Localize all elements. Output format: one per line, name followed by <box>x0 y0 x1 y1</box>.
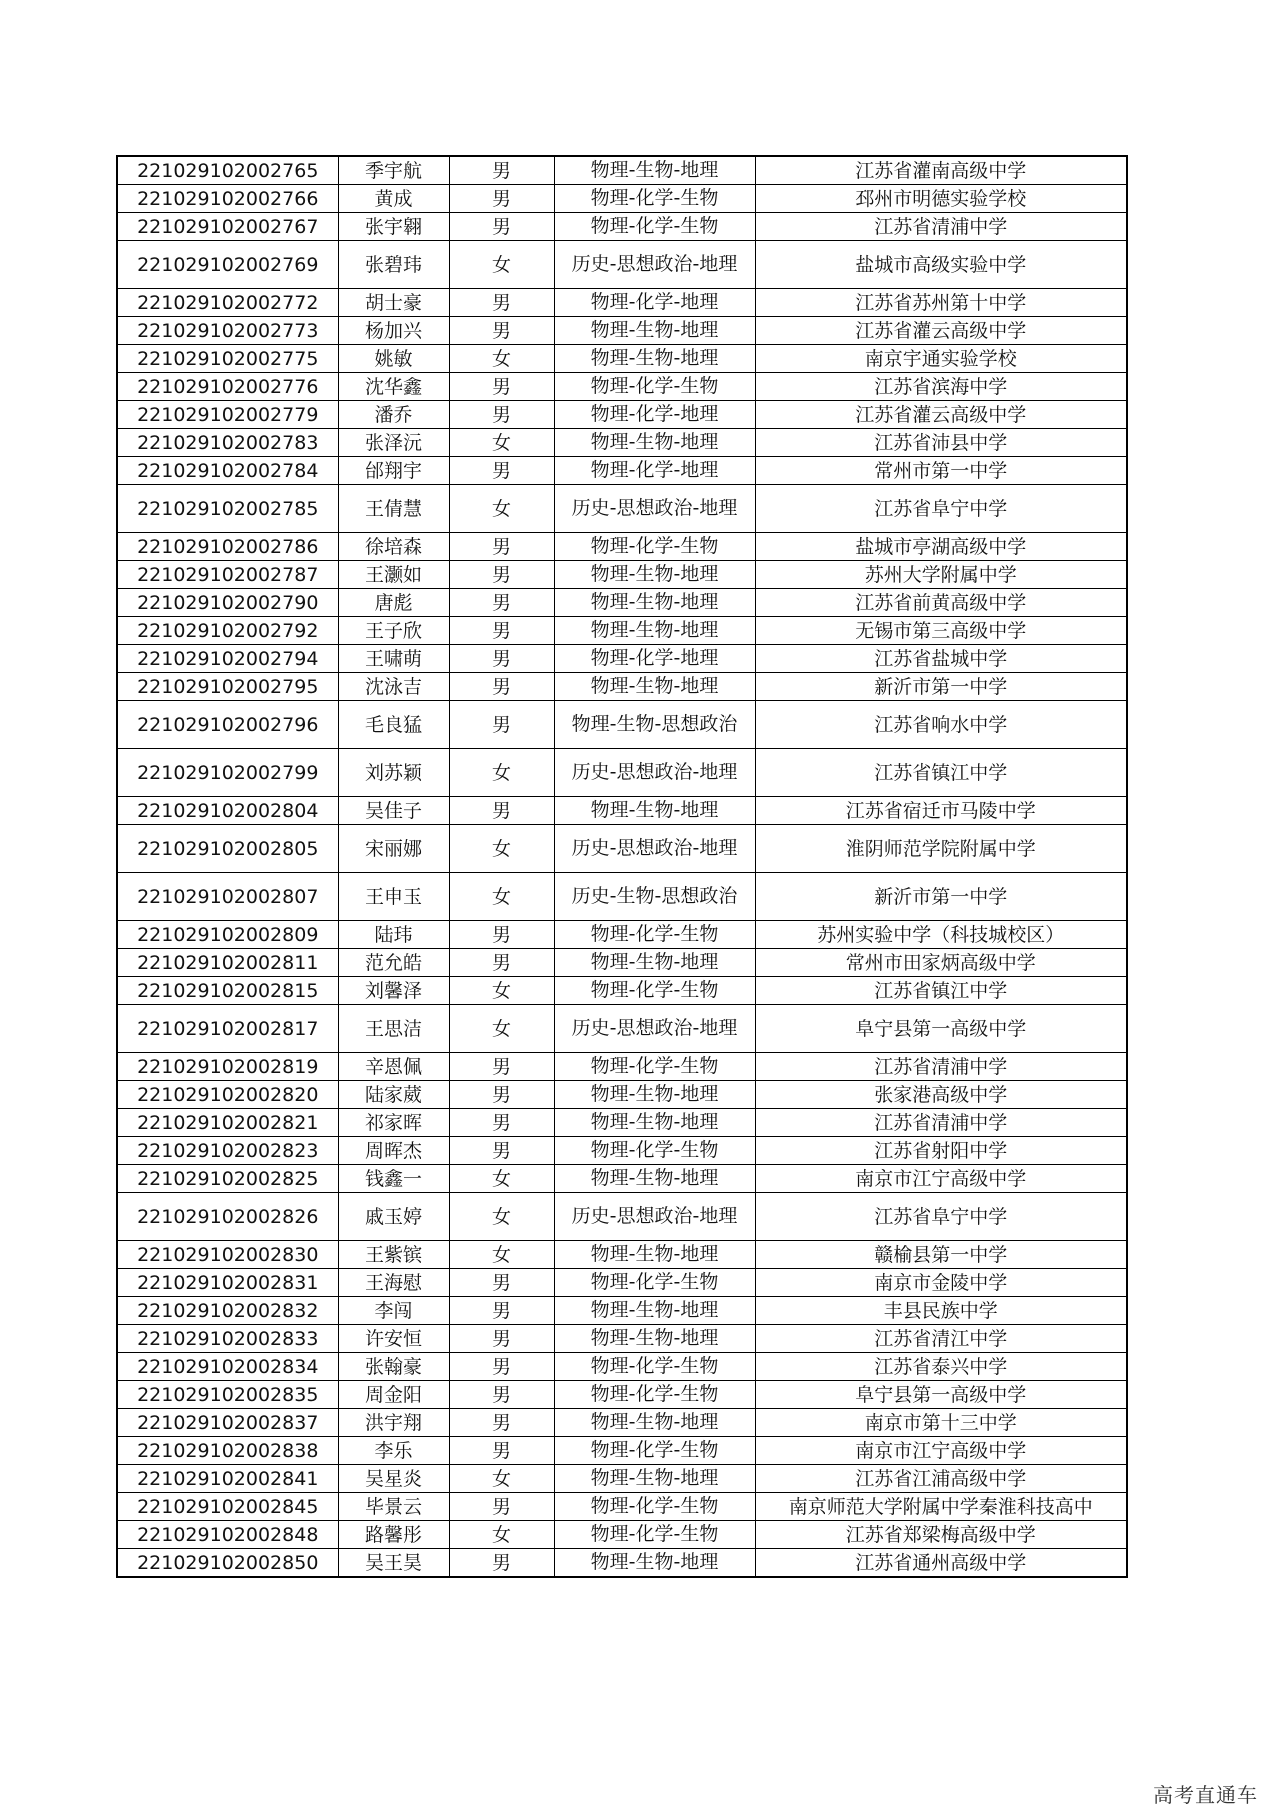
table-row <box>117 1109 1127 1137</box>
table-row <box>117 873 1127 921</box>
school-cell: 江苏省沛县中学 <box>755 429 1127 457</box>
school-cell: 江苏省宿迁市马陵中学 <box>755 797 1127 825</box>
name-cell: 徐培森 <box>338 533 449 561</box>
name-cell: 王倩慧 <box>338 485 449 533</box>
school-cell: 江苏省苏州第十中学 <box>755 289 1127 317</box>
id-cell: 221029102002773 <box>117 317 338 345</box>
subject-combination-cell: 物理-生物-地理 <box>554 1109 755 1137</box>
id-cell: 221029102002775 <box>117 345 338 373</box>
table-row <box>117 1165 1127 1193</box>
gender-cell: 男 <box>449 289 554 317</box>
gender-cell: 男 <box>449 1493 554 1521</box>
table-row <box>117 241 1127 289</box>
id-cell: 221029102002832 <box>117 1297 338 1325</box>
gender-cell: 男 <box>449 1297 554 1325</box>
gender-cell: 男 <box>449 1137 554 1165</box>
gender-cell: 女 <box>449 1241 554 1269</box>
school-cell: 淮阴师范学院附属中学 <box>755 825 1127 873</box>
id-cell: 221029102002848 <box>117 1521 338 1549</box>
gender-cell: 男 <box>449 457 554 485</box>
table-row <box>117 345 1127 373</box>
name-cell: 陆家葳 <box>338 1081 449 1109</box>
name-cell: 路馨彤 <box>338 1521 449 1549</box>
subject-combination-cell: 物理-化学-地理 <box>554 289 755 317</box>
gender-cell: 男 <box>449 617 554 645</box>
subject-combination-cell: 物理-化学-生物 <box>554 213 755 241</box>
id-cell: 221029102002837 <box>117 1409 338 1437</box>
gender-cell: 女 <box>449 485 554 533</box>
table-row <box>117 561 1127 589</box>
school-cell: 新沂市第一中学 <box>755 673 1127 701</box>
subject-combination-cell: 物理-生物-地理 <box>554 1081 755 1109</box>
name-cell: 毕景云 <box>338 1493 449 1521</box>
name-cell: 毛良猛 <box>338 701 449 749</box>
gender-cell: 男 <box>449 797 554 825</box>
id-cell: 221029102002807 <box>117 873 338 921</box>
id-cell: 221029102002776 <box>117 373 338 401</box>
gender-cell: 男 <box>449 1381 554 1409</box>
id-cell: 221029102002769 <box>117 241 338 289</box>
school-cell: 江苏省灌云高级中学 <box>755 317 1127 345</box>
school-cell: 无锡市第三高级中学 <box>755 617 1127 645</box>
name-cell: 王申玉 <box>338 873 449 921</box>
table-row <box>117 1269 1127 1297</box>
table-row <box>117 1521 1127 1549</box>
id-cell: 221029102002826 <box>117 1193 338 1241</box>
gender-cell: 男 <box>449 185 554 213</box>
school-cell: 丰县民族中学 <box>755 1297 1127 1325</box>
school-cell: 南京市金陵中学 <box>755 1269 1127 1297</box>
name-cell: 周晖杰 <box>338 1137 449 1165</box>
name-cell: 刘馨泽 <box>338 977 449 1005</box>
subject-combination-cell: 物理-生物-地理 <box>554 1409 755 1437</box>
name-cell: 沈泳吉 <box>338 673 449 701</box>
id-cell: 221029102002833 <box>117 1325 338 1353</box>
school-cell: 南京市江宁高级中学 <box>755 1437 1127 1465</box>
subject-combination-cell: 物理-生物-地理 <box>554 317 755 345</box>
id-cell: 221029102002794 <box>117 645 338 673</box>
subject-combination-cell: 历史-思想政治-地理 <box>554 825 755 873</box>
id-cell: 221029102002799 <box>117 749 338 797</box>
table-row <box>117 1437 1127 1465</box>
school-cell: 江苏省阜宁中学 <box>755 1193 1127 1241</box>
school-cell: 邳州市明德实验学校 <box>755 185 1127 213</box>
school-cell: 江苏省通州高级中学 <box>755 1549 1127 1578</box>
id-cell: 221029102002783 <box>117 429 338 457</box>
table-row <box>117 1493 1127 1521</box>
school-cell: 江苏省清浦中学 <box>755 1053 1127 1081</box>
table-body <box>117 156 1127 1577</box>
id-cell: 221029102002786 <box>117 533 338 561</box>
school-cell: 江苏省滨海中学 <box>755 373 1127 401</box>
name-cell: 戚玉婷 <box>338 1193 449 1241</box>
gender-cell: 男 <box>449 1409 554 1437</box>
name-cell: 钱鑫一 <box>338 1165 449 1193</box>
school-cell: 阜宁县第一高级中学 <box>755 1005 1127 1053</box>
subject-combination-cell: 物理-生物-地理 <box>554 1297 755 1325</box>
id-cell: 221029102002815 <box>117 977 338 1005</box>
table-row <box>117 749 1127 797</box>
subject-combination-cell: 历史-思想政治-地理 <box>554 485 755 533</box>
name-cell: 吴王昊 <box>338 1549 449 1578</box>
subject-combination-cell: 物理-化学-生物 <box>554 1437 755 1465</box>
table-row <box>117 429 1127 457</box>
site-watermark: 高考直通车 <box>1153 1783 1258 1807</box>
table-row <box>117 673 1127 701</box>
subject-combination-cell: 物理-化学-生物 <box>554 1521 755 1549</box>
school-cell: 南京师范大学附属中学秦淮科技高中 <box>755 1493 1127 1521</box>
gender-cell: 男 <box>449 1437 554 1465</box>
school-cell: 南京市江宁高级中学 <box>755 1165 1127 1193</box>
subject-combination-cell: 物理-生物-思想政治 <box>554 701 755 749</box>
name-cell: 王思洁 <box>338 1005 449 1053</box>
table-row <box>117 185 1127 213</box>
gender-cell: 男 <box>449 561 554 589</box>
gender-cell: 男 <box>449 156 554 185</box>
table-row <box>117 373 1127 401</box>
table-row <box>117 533 1127 561</box>
name-cell: 姚敏 <box>338 345 449 373</box>
subject-combination-cell: 物理-生物-地理 <box>554 673 755 701</box>
table-row <box>117 617 1127 645</box>
gender-cell: 女 <box>449 749 554 797</box>
table-row <box>117 317 1127 345</box>
gender-cell: 女 <box>449 873 554 921</box>
table-row <box>117 289 1127 317</box>
id-cell: 221029102002838 <box>117 1437 338 1465</box>
id-cell: 221029102002821 <box>117 1109 338 1137</box>
table-row <box>117 949 1127 977</box>
name-cell: 洪宇翔 <box>338 1409 449 1437</box>
name-cell: 王子欣 <box>338 617 449 645</box>
subject-combination-cell: 物理-化学-生物 <box>554 1493 755 1521</box>
name-cell: 张宇翱 <box>338 213 449 241</box>
id-cell: 221029102002784 <box>117 457 338 485</box>
school-cell: 江苏省郑梁梅高级中学 <box>755 1521 1127 1549</box>
school-cell: 苏州大学附属中学 <box>755 561 1127 589</box>
id-cell: 221029102002834 <box>117 1353 338 1381</box>
id-cell: 221029102002767 <box>117 213 338 241</box>
table-row <box>117 645 1127 673</box>
subject-combination-cell: 物理-生物-地理 <box>554 949 755 977</box>
table-row <box>117 457 1127 485</box>
id-cell: 221029102002819 <box>117 1053 338 1081</box>
admission-list-table <box>116 155 1128 1578</box>
table-row <box>117 1193 1127 1241</box>
table-row <box>117 1137 1127 1165</box>
name-cell: 杨加兴 <box>338 317 449 345</box>
table-row <box>117 1297 1127 1325</box>
id-cell: 221029102002823 <box>117 1137 338 1165</box>
school-cell: 江苏省阜宁中学 <box>755 485 1127 533</box>
name-cell: 辛恩佩 <box>338 1053 449 1081</box>
id-cell: 221029102002804 <box>117 797 338 825</box>
id-cell: 221029102002805 <box>117 825 338 873</box>
id-cell: 221029102002825 <box>117 1165 338 1193</box>
gender-cell: 男 <box>449 1269 554 1297</box>
gender-cell: 男 <box>449 1109 554 1137</box>
subject-combination-cell: 物理-生物-地理 <box>554 589 755 617</box>
id-cell: 221029102002795 <box>117 673 338 701</box>
subject-combination-cell: 物理-化学-生物 <box>554 921 755 949</box>
subject-combination-cell: 历史-思想政治-地理 <box>554 749 755 797</box>
id-cell: 221029102002850 <box>117 1549 338 1578</box>
id-cell: 221029102002766 <box>117 185 338 213</box>
table-row <box>117 1005 1127 1053</box>
subject-combination-cell: 物理-生物-地理 <box>554 617 755 645</box>
subject-combination-cell: 物理-化学-生物 <box>554 1353 755 1381</box>
table-row <box>117 977 1127 1005</box>
subject-combination-cell: 物理-化学-生物 <box>554 373 755 401</box>
table-row <box>117 921 1127 949</box>
school-cell: 江苏省灌云高级中学 <box>755 401 1127 429</box>
name-cell: 陆玮 <box>338 921 449 949</box>
subject-combination-cell: 物理-生物-地理 <box>554 345 755 373</box>
gender-cell: 男 <box>449 1325 554 1353</box>
id-cell: 221029102002790 <box>117 589 338 617</box>
subject-combination-cell: 历史-思想政治-地理 <box>554 1005 755 1053</box>
name-cell: 王海慰 <box>338 1269 449 1297</box>
school-cell: 盐城市高级实验中学 <box>755 241 1127 289</box>
id-cell: 221029102002820 <box>117 1081 338 1109</box>
subject-combination-cell: 历史-思想政治-地理 <box>554 241 755 289</box>
school-cell: 常州市田家炳高级中学 <box>755 949 1127 977</box>
subject-combination-cell: 物理-生物-地理 <box>554 1549 755 1578</box>
subject-combination-cell: 物理-生物-地理 <box>554 561 755 589</box>
gender-cell: 男 <box>449 921 554 949</box>
name-cell: 张翰豪 <box>338 1353 449 1381</box>
id-cell: 221029102002809 <box>117 921 338 949</box>
gender-cell: 女 <box>449 429 554 457</box>
gender-cell: 女 <box>449 1193 554 1241</box>
gender-cell: 女 <box>449 1005 554 1053</box>
gender-cell: 女 <box>449 1465 554 1493</box>
table-row <box>117 485 1127 533</box>
school-cell: 阜宁县第一高级中学 <box>755 1381 1127 1409</box>
name-cell: 吴星炎 <box>338 1465 449 1493</box>
id-cell: 221029102002792 <box>117 617 338 645</box>
subject-combination-cell: 历史-思想政治-地理 <box>554 1193 755 1241</box>
gender-cell: 男 <box>449 317 554 345</box>
school-cell: 南京宇通实验学校 <box>755 345 1127 373</box>
id-cell: 221029102002785 <box>117 485 338 533</box>
school-cell: 江苏省响水中学 <box>755 701 1127 749</box>
id-cell: 221029102002841 <box>117 1465 338 1493</box>
gender-cell: 男 <box>449 1353 554 1381</box>
gender-cell: 男 <box>449 1549 554 1578</box>
name-cell: 宋丽娜 <box>338 825 449 873</box>
subject-combination-cell: 物理-化学-生物 <box>554 1137 755 1165</box>
school-cell: 江苏省泰兴中学 <box>755 1353 1127 1381</box>
school-cell: 江苏省灌南高级中学 <box>755 156 1127 185</box>
id-cell: 221029102002817 <box>117 1005 338 1053</box>
id-cell: 221029102002796 <box>117 701 338 749</box>
id-cell: 221029102002830 <box>117 1241 338 1269</box>
school-cell: 常州市第一中学 <box>755 457 1127 485</box>
gender-cell: 男 <box>449 533 554 561</box>
school-cell: 江苏省前黄高级中学 <box>755 589 1127 617</box>
subject-combination-cell: 物理-生物-地理 <box>554 1165 755 1193</box>
name-cell: 吴佳子 <box>338 797 449 825</box>
table-row <box>117 213 1127 241</box>
subject-combination-cell: 物理-生物-地理 <box>554 1325 755 1353</box>
table-row <box>117 797 1127 825</box>
gender-cell: 男 <box>449 645 554 673</box>
gender-cell: 女 <box>449 345 554 373</box>
table-row <box>117 1409 1127 1437</box>
name-cell: 范允皓 <box>338 949 449 977</box>
school-cell: 江苏省江浦高级中学 <box>755 1465 1127 1493</box>
table-row <box>117 1465 1127 1493</box>
table-row <box>117 1053 1127 1081</box>
id-cell: 221029102002831 <box>117 1269 338 1297</box>
id-cell: 221029102002772 <box>117 289 338 317</box>
table-row <box>117 1081 1127 1109</box>
name-cell: 李闯 <box>338 1297 449 1325</box>
id-cell: 221029102002765 <box>117 156 338 185</box>
subject-combination-cell: 物理-化学-生物 <box>554 533 755 561</box>
name-cell: 张泽沅 <box>338 429 449 457</box>
gender-cell: 男 <box>449 701 554 749</box>
school-cell: 江苏省清江中学 <box>755 1325 1127 1353</box>
table-row <box>117 825 1127 873</box>
name-cell: 王紫镔 <box>338 1241 449 1269</box>
name-cell: 潘乔 <box>338 401 449 429</box>
name-cell: 王啸萌 <box>338 645 449 673</box>
school-cell: 江苏省盐城中学 <box>755 645 1127 673</box>
gender-cell: 女 <box>449 1521 554 1549</box>
school-cell: 新沂市第一中学 <box>755 873 1127 921</box>
gender-cell: 男 <box>449 401 554 429</box>
name-cell: 刘苏颖 <box>338 749 449 797</box>
subject-combination-cell: 物理-化学-生物 <box>554 185 755 213</box>
subject-combination-cell: 物理-化学-生物 <box>554 977 755 1005</box>
gender-cell: 女 <box>449 977 554 1005</box>
id-cell: 221029102002845 <box>117 1493 338 1521</box>
subject-combination-cell: 物理-化学-地理 <box>554 457 755 485</box>
id-cell: 221029102002779 <box>117 401 338 429</box>
subject-combination-cell: 历史-生物-思想政治 <box>554 873 755 921</box>
gender-cell: 女 <box>449 1165 554 1193</box>
name-cell: 沈华鑫 <box>338 373 449 401</box>
name-cell: 季宇航 <box>338 156 449 185</box>
gender-cell: 男 <box>449 1081 554 1109</box>
name-cell: 许安恒 <box>338 1325 449 1353</box>
gender-cell: 男 <box>449 373 554 401</box>
table-row <box>117 1241 1127 1269</box>
school-cell: 张家港高级中学 <box>755 1081 1127 1109</box>
school-cell: 江苏省清浦中学 <box>755 213 1127 241</box>
id-cell: 221029102002811 <box>117 949 338 977</box>
name-cell: 祁家晖 <box>338 1109 449 1137</box>
gender-cell: 男 <box>449 1053 554 1081</box>
school-cell: 江苏省清浦中学 <box>755 1109 1127 1137</box>
subject-combination-cell: 物理-化学-地理 <box>554 645 755 673</box>
subject-combination-cell: 物理-生物-地理 <box>554 1465 755 1493</box>
name-cell: 王灏如 <box>338 561 449 589</box>
table-row <box>117 156 1127 185</box>
school-cell: 赣榆县第一中学 <box>755 1241 1127 1269</box>
table-row <box>117 1353 1127 1381</box>
table-row <box>117 701 1127 749</box>
gender-cell: 男 <box>449 589 554 617</box>
gender-cell: 女 <box>449 825 554 873</box>
subject-combination-cell: 物理-生物-地理 <box>554 156 755 185</box>
table-row <box>117 589 1127 617</box>
gender-cell: 女 <box>449 241 554 289</box>
gender-cell: 男 <box>449 673 554 701</box>
school-cell: 江苏省镇江中学 <box>755 749 1127 797</box>
subject-combination-cell: 物理-化学-生物 <box>554 1269 755 1297</box>
subject-combination-cell: 物理-化学-生物 <box>554 1053 755 1081</box>
subject-combination-cell: 物理-生物-地理 <box>554 1241 755 1269</box>
table-row <box>117 1381 1127 1409</box>
subject-combination-cell: 物理-化学-地理 <box>554 401 755 429</box>
name-cell: 李乐 <box>338 1437 449 1465</box>
gender-cell: 男 <box>449 213 554 241</box>
name-cell: 周金阳 <box>338 1381 449 1409</box>
id-cell: 221029102002835 <box>117 1381 338 1409</box>
name-cell: 黄成 <box>338 185 449 213</box>
school-cell: 苏州实验中学（科技城校区） <box>755 921 1127 949</box>
name-cell: 邰翔宇 <box>338 457 449 485</box>
subject-combination-cell: 物理-生物-地理 <box>554 429 755 457</box>
school-cell: 盐城市亭湖高级中学 <box>755 533 1127 561</box>
table-row <box>117 1325 1127 1353</box>
name-cell: 张碧玮 <box>338 241 449 289</box>
subject-combination-cell: 物理-生物-地理 <box>554 797 755 825</box>
table-row <box>117 401 1127 429</box>
name-cell: 唐彪 <box>338 589 449 617</box>
id-cell: 221029102002787 <box>117 561 338 589</box>
school-cell: 南京市第十三中学 <box>755 1409 1127 1437</box>
subject-combination-cell: 物理-化学-生物 <box>554 1381 755 1409</box>
school-cell: 江苏省镇江中学 <box>755 977 1127 1005</box>
table-row <box>117 1549 1127 1578</box>
name-cell: 胡士豪 <box>338 289 449 317</box>
gender-cell: 男 <box>449 949 554 977</box>
school-cell: 江苏省射阳中学 <box>755 1137 1127 1165</box>
